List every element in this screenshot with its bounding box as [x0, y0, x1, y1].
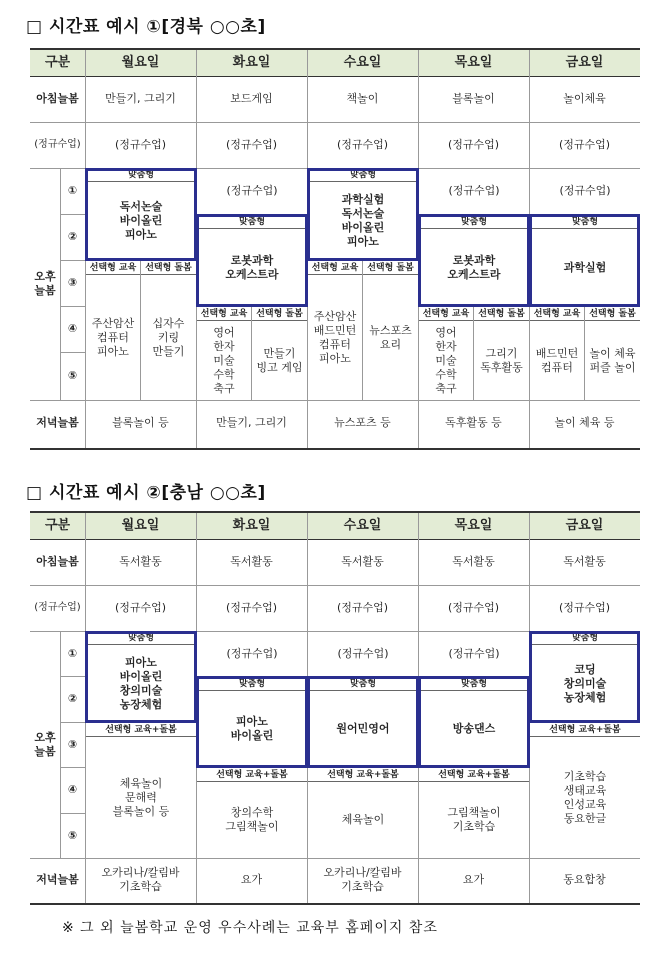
wed-fit-body: 과학실험 독서논술 바이올린 피아노: [341, 193, 385, 248]
tue-sel-care-tag: 선택형 돌봄: [252, 308, 307, 321]
wed-fit-body: 원어민영어: [336, 722, 390, 735]
fri-fit-body: 과학실험: [563, 260, 607, 274]
tue-fit-body: 로봇과학 오케스트라: [225, 253, 279, 281]
evening-fri: 동요합창: [563, 872, 606, 886]
header-fri: 금요일: [529, 513, 640, 539]
period-2: ②: [67, 230, 78, 243]
wed-regular: (정규수업): [337, 646, 389, 660]
thu-regular: (정규수업): [448, 646, 500, 660]
wed-fit-tag: 맞춤형: [308, 169, 418, 182]
fri-sel-body: 기초학습 생태교육 인성교육 동요한글: [563, 769, 607, 825]
evening-wed: 오카리나/칼림바 기초학습: [323, 865, 402, 893]
footnote: ※ 그 외 늘봄학교 운영 우수사례는 교육부 홈페이지 참조: [62, 920, 438, 936]
morning-tue: 독서활동: [230, 555, 273, 568]
fri-fit-box: [529, 631, 640, 723]
fri-sel-care-tag: 선택형 돌봄: [585, 308, 640, 321]
tue-sel-tag: 선택형 교육+돌봄: [197, 769, 307, 782]
period-3: ③: [67, 737, 78, 751]
morning-mon: 만들기, 그리기: [105, 92, 176, 105]
fri-fit-tag: 맞춤형: [530, 216, 640, 229]
mon-sel-edu-tag: 선택형 교육: [86, 262, 140, 275]
row-label-regular: (정규수업): [34, 602, 81, 613]
thu-fit-box: [418, 676, 530, 768]
thu-fit-tag: 맞춤형: [419, 216, 529, 229]
mon-fit-tag: 맞춤형: [86, 632, 196, 645]
tue-fit-box: [196, 214, 308, 307]
thu-fit-tag: 맞춤형: [419, 678, 529, 691]
morning-thu: 블록놀이: [452, 92, 495, 105]
header-tue: 화요일: [196, 50, 307, 76]
fri-sel-edu-tag: 선택형 교육: [530, 308, 584, 321]
wed-care-body: 뉴스포츠 요리: [369, 323, 412, 351]
mon-edu-body: 주산암산 컴퓨터 피아노: [91, 316, 135, 358]
row-label-regular: (정규수업): [34, 139, 81, 150]
regular-thu: (정규수업): [447, 601, 500, 614]
tue-fit-tag: 맞춤형: [197, 678, 307, 691]
evening-tue: 요가: [240, 872, 263, 886]
evening-fri: 놀이 체육 등: [554, 416, 615, 429]
mon-sel-body: 체육놀이 문해력 블록놀이 등: [112, 776, 170, 818]
fri-fit-tag: 맞춤형: [530, 632, 640, 645]
regular-mon: (정규수업): [114, 138, 167, 151]
wed-edu-body: 주산암산 배드민턴 컴퓨터 피아노: [313, 309, 357, 365]
period-1: ①: [67, 184, 78, 197]
evening-mon: 블록놀이 등: [112, 416, 169, 429]
evening-thu: 독후활동 등: [445, 416, 502, 429]
tue-fit-body: 피아노 바이올린: [230, 715, 274, 742]
regular-mon: (정규수업): [114, 601, 167, 614]
wed-fit-tag: 맞춤형: [308, 678, 418, 691]
morning-wed: 책놀이: [346, 92, 379, 105]
row-label-evening: 저녁늘봄: [36, 872, 79, 886]
table2-title: □ 시간표 예시 ②[충남 ○○초]: [26, 483, 266, 503]
row-label-afternoon: 오후 늘봄: [34, 730, 56, 758]
row-label-morning: 아침늘봄: [36, 92, 79, 105]
tue-sel-edu-tag: 선택형 교육: [197, 308, 251, 321]
mon-fit-body: 피아노 바이올린 창의미술 농장체험: [119, 655, 163, 711]
evening-thu: 요가: [462, 872, 485, 886]
tue-care-body: 만들기 빙고 게임: [256, 346, 303, 374]
tue-regular: (정규수업): [226, 646, 278, 660]
fri-fit-box: [529, 214, 640, 307]
regular-wed: (정규수업): [336, 601, 389, 614]
header-tue: 화요일: [196, 513, 307, 539]
tue-fit-box: [196, 676, 308, 768]
thu-sel-body: 그림책놀이 기초학습: [447, 806, 501, 833]
evening-mon: 오카리나/칼림바 기초학습: [101, 865, 180, 893]
regular-tue: (정규수업): [225, 138, 278, 151]
header-thu: 목요일: [418, 513, 529, 539]
mon-fit-box: [85, 168, 197, 261]
thu-edu-body: 영어 한자 미술 수학 축구: [435, 325, 457, 395]
regular-fri: (정규수업): [558, 138, 611, 151]
thu-fit-box: [418, 214, 530, 307]
thu-sel-edu-tag: 선택형 교육: [419, 308, 473, 321]
regular-thu: (정규수업): [447, 138, 500, 151]
wed-fit-box: [307, 676, 419, 768]
header-mon: 월요일: [85, 50, 196, 76]
header-label: 구분: [30, 513, 85, 539]
timetable-2: [30, 511, 640, 905]
fri-regular: (정규수업): [559, 184, 611, 197]
thu-fit-body: 방송댄스: [452, 722, 496, 735]
thu-sel-care-tag: 선택형 돌봄: [474, 308, 529, 321]
period-3: ③: [67, 276, 78, 289]
wed-sel-care-tag: 선택형 돌봄: [363, 262, 418, 275]
period-4: ④: [67, 322, 78, 335]
period-4: ④: [67, 783, 78, 796]
mon-fit-body: 독서논술 바이올린 피아노: [119, 200, 163, 241]
mon-sel-care-tag: 선택형 돌봄: [141, 262, 196, 275]
wed-sel-edu-tag: 선택형 교육: [308, 262, 362, 275]
regular-wed: (정규수업): [336, 138, 389, 151]
tue-edu-body: 영어 한자 미술 수학 축구: [213, 325, 235, 395]
fri-care-body: 놀이 체육 퍼즐 놀이: [589, 346, 636, 374]
tue-sel-body: 창의수학 그림책놀이: [225, 806, 279, 833]
fri-fit-body: 코딩 창의미술 농장체험: [563, 662, 607, 704]
thu-fit-body: 로봇과학 오케스트라: [447, 253, 501, 281]
mon-sel-tag: 선택형 교육+돌봄: [86, 724, 196, 737]
morning-fri: 독서활동: [563, 555, 606, 568]
morning-fri: 놀이체육: [563, 92, 606, 105]
row-label-morning: 아침늘봄: [36, 555, 79, 568]
wed-fit-box: [307, 168, 419, 261]
thu-regular: (정규수업): [448, 184, 500, 197]
header-mon: 월요일: [85, 513, 196, 539]
wed-sel-body: 체육놀이: [341, 813, 385, 826]
header-wed: 수요일: [307, 50, 418, 76]
evening-tue: 만들기, 그리기: [216, 416, 287, 429]
tue-fit-tag: 맞춤형: [197, 216, 307, 229]
morning-mon: 독서활동: [119, 555, 162, 568]
header-wed: 수요일: [307, 513, 418, 539]
period-5: ⑤: [67, 828, 78, 842]
mon-fit-box: [85, 631, 197, 723]
wed-sel-tag: 선택형 교육+돌봄: [308, 769, 418, 782]
thu-care-body: 그리기 독후활동: [480, 346, 523, 374]
thu-sel-tag: 선택형 교육+돌봄: [419, 769, 529, 782]
morning-wed: 독서활동: [341, 555, 384, 568]
timetable-1: [30, 48, 640, 450]
morning-thu: 독서활동: [452, 555, 495, 568]
regular-fri: (정규수업): [558, 601, 611, 614]
row-label-evening: 저녁늘봄: [36, 416, 79, 429]
header-fri: 금요일: [529, 50, 640, 76]
mon-fit-tag: 맞춤형: [86, 169, 196, 182]
row-label-afternoon: 오후 늘봄: [34, 270, 56, 297]
mon-care-body: 십자수 키링 만들기: [152, 316, 185, 358]
table1-title: □ 시간표 예시 ①[경북 ○○초]: [26, 17, 266, 37]
period-1: ①: [67, 646, 78, 660]
evening-wed: 뉴스포츠 등: [334, 416, 391, 429]
morning-tue: 보드게임: [230, 92, 273, 105]
fri-edu-body: 배드민턴 컴퓨터: [535, 346, 579, 374]
period-5: ⑤: [67, 369, 78, 382]
header-label: 구분: [30, 50, 85, 76]
regular-tue: (정규수업): [225, 601, 278, 614]
period-2: ②: [67, 692, 78, 705]
fri-sel-tag: 선택형 교육+돌봄: [530, 724, 640, 737]
header-thu: 목요일: [418, 50, 529, 76]
tue-regular: (정규수업): [226, 184, 278, 197]
